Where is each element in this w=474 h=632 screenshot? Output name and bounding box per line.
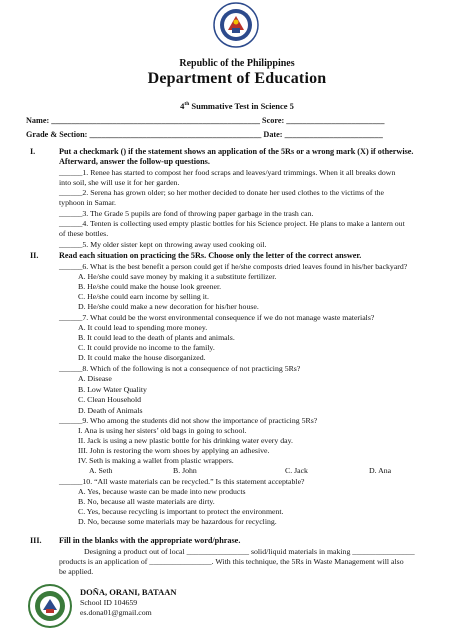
school-id: School ID 104659 [80, 598, 138, 607]
q8-option-b: B. Low Water Quality [78, 385, 147, 394]
school-name: DOÑA, ORANI, BATAAN [80, 587, 177, 597]
question-2-line[interactable]: ______2. Serena has grown older; so her mother decided to donate her used clothes to the victims of the [59, 188, 385, 197]
q7-option-d: D. It could make the house disorganized. [78, 353, 206, 362]
q7-option-a: A. It could lead to spending more money. [78, 323, 208, 332]
q6-option-d: D. He/she could make a new decoration for his/her house. [78, 302, 259, 311]
q6-option-a: A. He/she could save money by making it a substitute fertilizer. [78, 272, 277, 281]
q9-statement-4: IV. Seth is making a wallet from plastic wrappers. [78, 456, 234, 465]
grade-date-field[interactable]: Grade & Section: __________________________________________ Date: ________________________ [26, 130, 383, 139]
section-3-numeral: III. [30, 536, 42, 545]
q9-option-b: B. John [173, 466, 197, 475]
deped-seal-icon [213, 2, 259, 48]
section-2-numeral: II. [30, 251, 39, 260]
section-1-instruction-2: Afterward, answer the follow-up questions. [59, 157, 210, 166]
section-2-instruction: Read each situation on practicing the 5Rs. Choose only the letter of the correct answer. [59, 251, 362, 260]
school-email[interactable]: es.dona01@gmail.com [80, 608, 152, 617]
q7-option-c: C. It could provide no income to the family. [78, 343, 215, 352]
q8-option-c: C. Clean Household [78, 395, 142, 404]
question-8-line[interactable]: ______8. Which of the following is not a consequence of not practicing 5Rs? [59, 364, 301, 373]
q6-option-b: B. He/she could make the house look greener. [78, 282, 222, 291]
q6-option-c: C. He/she could earn income by selling it. [78, 292, 210, 301]
q9-option-a: A. Seth [89, 466, 113, 475]
section-3-instruction: Fill in the blanks with the appropriate word/phrase. [59, 536, 241, 545]
question-1-line[interactable]: ______1. Renee has started to compost her food scraps and leaves/yard trimmings. When it all breaks down [59, 168, 396, 177]
q9-statement-3: III. John is restoring the worn shoes by applying an adhesive. [78, 446, 270, 455]
q9-option-d: D. Ana [369, 466, 392, 475]
school-seal-icon [28, 584, 72, 628]
republic-heading: Republic of the Philippines [179, 58, 295, 69]
name-score-field[interactable]: Name: ___________________________________________________ Score: ________________________ [26, 116, 385, 125]
section-3-sentence-3: be applied. [59, 567, 94, 576]
q9-statement-1: I. Ana is using her sisters’ old bags in going to school. [78, 426, 247, 435]
question-1-line-2: into soil, she will use it for her garden. [59, 178, 180, 187]
q8-option-d: D. Death of Animals [78, 406, 143, 415]
q10-option-b: B. No, because all waste materials are dirty. [78, 497, 215, 506]
question-4-line-2: of these bottles. [59, 229, 109, 238]
department-heading: Department of Education [147, 70, 327, 87]
question-4-line[interactable]: ______4. Tenten is collecting used empty plastic bottles for his Science project. He plans to make a lantern out [59, 219, 405, 228]
q8-option-a: A. Disease [78, 374, 112, 383]
question-3-line[interactable]: ______3. The Grade 5 pupils are fond of throwing paper garbage in the trash can. [59, 209, 314, 218]
question-2-line-2: typhoon in Samar. [59, 198, 116, 207]
q10-option-d: D. No, because some materials may be hazardous for recycling. [78, 517, 277, 526]
q9-option-c: C. Jack [285, 466, 308, 475]
section-1-numeral: I. [30, 147, 36, 156]
q10-option-a: A. Yes, because waste can be made into new products [78, 487, 246, 496]
q10-option-c: C. Yes, because recycling is important to protect the environment. [78, 507, 284, 516]
test-title: 4th Summative Test in Science 5 [180, 101, 294, 111]
section-3-sentence-2[interactable]: products is an application of ________________. With this technique, the 5Rs in Waste Management will also [59, 557, 404, 566]
question-7-line[interactable]: ______7. What could be the worst environmental consequence if we do not manage waste materials? [59, 313, 375, 322]
q7-option-b: B. It could lead to the death of plants and animals. [78, 333, 235, 342]
section-3-sentence-1[interactable]: Designing a product out of local ________________ solid/liquid materials in making ________________ [84, 547, 415, 556]
section-1-instruction: Put a checkmark () if the statement shows an application of the 5Rs or a wrong mark (X) if otherwise. [59, 147, 414, 156]
question-6-line[interactable]: ______6. What is the best benefit a person could get if he/she composts dried leaves found in his/her backyard? [59, 262, 408, 271]
question-10-line[interactable]: ______10. “All waste materials can be recycled.” Is this statement acceptable? [59, 477, 305, 486]
q9-statement-2: II. Jack is using a new plastic bottle for his drinking water every day. [78, 436, 293, 445]
question-9-line[interactable]: ______9. Who among the students did not show the importance of practicing 5Rs? [59, 416, 318, 425]
question-5-line[interactable]: ______5. My older sister kept on throwing away used cooking oil. [59, 240, 267, 249]
